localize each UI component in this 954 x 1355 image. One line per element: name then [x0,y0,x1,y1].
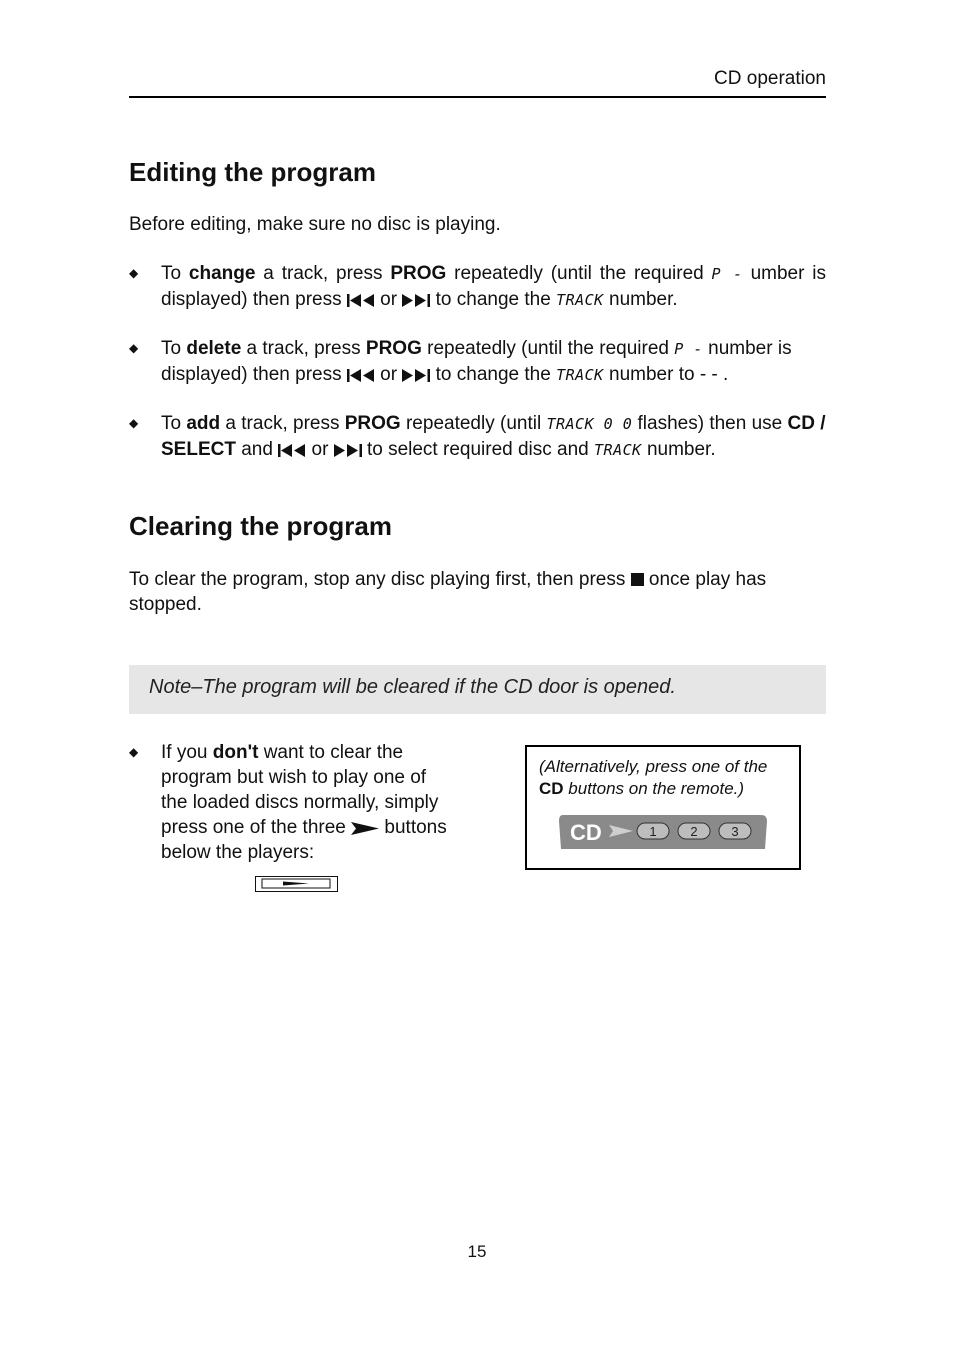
play-icon [351,822,379,835]
remote-button-1 [637,823,669,839]
note-box [129,665,826,714]
bullet-change [129,261,826,311]
bullet-add [129,411,826,461]
skip-previous-icon [278,444,306,457]
running-header [129,66,826,98]
bullet-delete-text: To delete a track, press PROG repeatedly (until the required P - number is displayed) then press or to change the TRACK number to - - . [161,338,792,385]
skip-next-icon [334,444,362,457]
svg-text:3: 3 [731,824,739,839]
bullet-add-text: To add a track, press PROG repeatedly (until TRACK 0 0 flashes) then use CD / SELECT and or to select required disc and TRACK number. [161,413,826,460]
remote-tip-text: (Alternatively, press one of the CD buttons on the remote.) [539,757,768,798]
clearing-text: To clear the program, stop any disc playing first, then press once play has stopped. [129,569,767,615]
skip-previous-icon [347,294,375,307]
remote-button-3 [719,823,751,839]
section-title: CD operation [714,68,826,89]
remote-cd-label: CD [570,820,602,845]
svg-text:2: 2 [690,824,698,839]
remote-button-2 [678,823,710,839]
svg-text:1: 1 [649,824,657,839]
note-text: Note–The program will be cleared if the CD door is opened. [149,676,676,698]
stop-icon [631,573,644,586]
editing-intro: Before editing, make sure no disc is playing. [129,214,501,235]
bullet-change-text: To change a track, press PROG repeatedly (until the required P - umber is displayed) then press or to change the TRACK number. [161,263,827,310]
bullet-diamond-icon: ◆ [129,745,139,759]
remote-cd-buttons [557,811,769,853]
bullet-diamond-icon: ◆ [129,266,139,280]
editing-heading: Editing the program [129,157,376,187]
clearing-heading: Clearing the program [129,511,392,541]
remote-tip-box [525,745,801,870]
bullet-dont-clear [129,740,449,865]
bullet-dont-clear-text: If you don't want to clear the program but wish to play one of the loaded discs normally, simply press one of the three buttons below the players: [161,742,447,863]
page-number: 15 [467,1242,487,1261]
skip-next-icon [402,294,430,307]
bullet-diamond-icon: ◆ [129,416,139,430]
bullet-diamond-icon: ◆ [129,341,139,355]
player-play-button [255,876,339,893]
bullet-delete [129,336,826,386]
skip-next-icon [402,369,430,382]
skip-previous-icon [347,369,375,382]
